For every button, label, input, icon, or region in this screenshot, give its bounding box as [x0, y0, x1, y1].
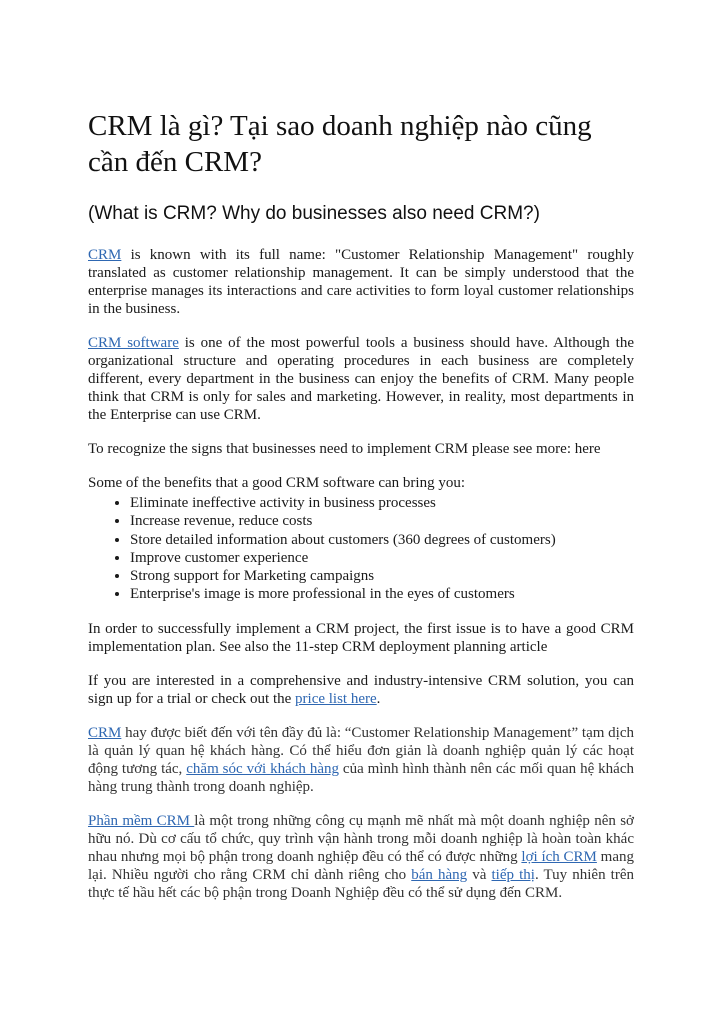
paragraph-trial [88, 672, 634, 708]
list-item: • Eliminate ineffective activity in business processes [130, 494, 634, 512]
paragraph-text: . Tuy nhiên trên thực tế hầu hết các bộ phận trong Doanh Nghiệp đều có thể sử dụng đến CRM. [88, 866, 635, 901]
marketing-link[interactable]: tiếp thị [491, 866, 535, 883]
list-item: • Increase revenue, reduce costs [130, 512, 634, 530]
paragraph-text: và [467, 866, 492, 883]
list-item: • Improve customer experience [130, 549, 634, 567]
paragraph-crm-vietnamese [88, 724, 634, 796]
paragraph-text: của mình hình thành nên các mối quan hệ khách hàng trung thành trong doanh nghiệp. [88, 760, 634, 795]
paragraph-signs: To recognize the signs that businesses need to implement CRM please see more: here [88, 441, 601, 457]
paragraph-text: If you are interested in a comprehensive and industry-intensive CRM solution, you can sign up for a trial or check out the [88, 672, 634, 707]
paragraph-crm-software [88, 334, 634, 424]
paragraph-text: là một trong những công cụ mạnh mẽ nhất mà một doanh nghiệp nên sở hữu nó. Dù cơ cấu tổ chức, quy trình vận hành trong mỗi doanh nghiệp là hoàn toàn khác nhau nhưng mọi bộ phận trong doanh nghiệp đều có thể có được những [88, 812, 634, 865]
crm-software-link-vn[interactable]: Phần mềm CRM [88, 812, 195, 829]
list-item: • Strong support for Marketing campaigns [130, 567, 634, 585]
crm-link-vn[interactable]: CRM [88, 724, 122, 741]
paragraph-text: is known with its full name: "Customer Relationship Management" roughly translated as customer relationship management. It can be simply understood that the enterprise manages its interactions and care activities to form loyal customer relationships in the business. [88, 247, 634, 317]
list-item: • Store detailed information about customers (360 degrees of customers) [130, 531, 634, 549]
sales-link[interactable]: bán hàng [411, 866, 468, 883]
customer-care-link[interactable]: chăm sóc với khách hàng [186, 760, 339, 777]
paragraph-text: . [376, 690, 381, 707]
list-item: • Enterprise's image is more professional in the eyes of customers [130, 585, 634, 603]
paragraph-crm-software-vietnamese [88, 812, 634, 902]
paragraph-benefits-intro: Some of the benefits that a good CRM software can bring you: [88, 475, 466, 491]
crm-benefits-link[interactable]: lợi ích CRM [521, 848, 597, 865]
page-title: CRM là gì? Tại sao doanh nghiệp nào cũng cần đến CRM? [88, 110, 592, 178]
page-subtitle: (What is CRM? Why do businesses also need CRM?) [88, 203, 540, 224]
benefits-list [88, 494, 634, 604]
paragraph-text: hay được biết đến với tên đầy đủ là: “Customer Relationship Management” tạm dịch là quản lý quan hệ khách hàng. Có thể hiểu đơn giản là doanh nghiệp quản lý các hoạt động tương tác, [88, 724, 634, 777]
crm-link[interactable]: CRM [88, 247, 122, 263]
price-list-link[interactable]: price list here [295, 690, 377, 707]
paragraph-text: is one of the most powerful tools a business should have. Although the organizational structure and operating procedures in each business are completely different, every department in the business can enjoy the benefits of CRM. Many people think that CRM is only for sales and marketing. However, in reality, most departments in the Enterprise can use CRM. [88, 335, 634, 423]
crm-software-link[interactable]: CRM software [88, 335, 179, 351]
paragraph-crm-definition [88, 246, 634, 318]
paragraph-implementation: In order to successfully implement a CRM project, the first issue is to have a good CRM implementation plan. See also the 11-step CRM deployment planning article [88, 620, 634, 655]
paragraph-text: mang lại. Nhiều người cho rằng CRM chỉ dành riêng cho [88, 848, 635, 883]
document-page [88, 108, 634, 902]
